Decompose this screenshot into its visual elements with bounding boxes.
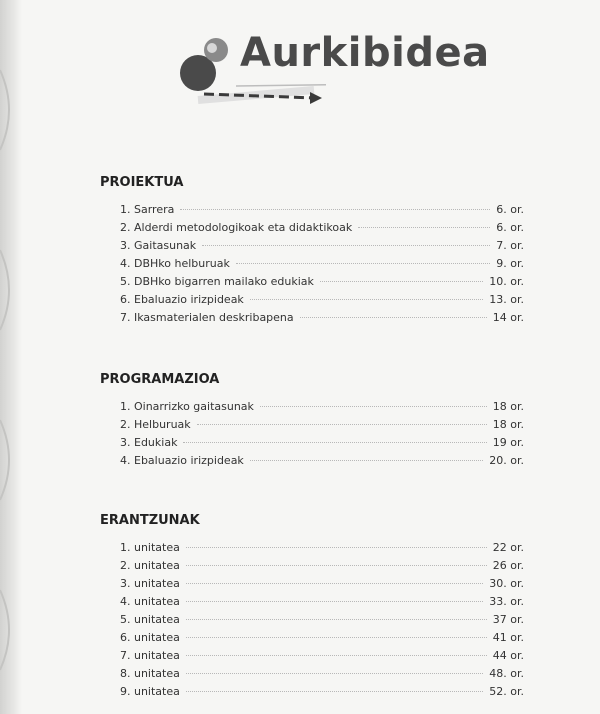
dot-leader	[250, 299, 483, 300]
toc-entry[interactable]	[120, 221, 524, 239]
toc-entry-label: 3. unitatea	[120, 577, 180, 590]
dot-leader	[358, 227, 490, 228]
toc-entry[interactable]	[120, 257, 524, 275]
binding-rings-icon	[0, 0, 24, 714]
toc-entry[interactable]	[120, 293, 524, 311]
toc-entry-page: 19 or.	[492, 436, 524, 449]
toc-entry-label: 4. unitatea	[120, 595, 180, 608]
toc-entry[interactable]	[120, 203, 524, 221]
toc-entry-page: 6. or.	[496, 221, 524, 234]
dot-leader	[186, 547, 487, 548]
toc-entry-page: 20. or.	[489, 454, 524, 467]
dot-leader	[300, 317, 487, 318]
toc-entry[interactable]	[120, 667, 524, 685]
toc-entry-label: 4. Ebaluazio irizpideak	[120, 454, 244, 467]
toc-entry[interactable]	[120, 595, 524, 613]
dot-leader	[186, 673, 483, 674]
toc-entry-page: 10. or.	[489, 275, 524, 288]
dot-leader	[186, 619, 487, 620]
toc-entry[interactable]	[120, 613, 524, 631]
toc-entry-label: 7. unitatea	[120, 649, 180, 662]
toc-entry-page: 48. or.	[489, 667, 524, 680]
toc-entry[interactable]	[120, 559, 524, 577]
section-heading: PROIEKTUA	[100, 175, 184, 190]
dot-leader	[183, 442, 486, 443]
toc-entry-page: 30. or.	[489, 577, 524, 590]
toc-entry[interactable]	[120, 577, 524, 595]
dot-leader	[236, 263, 490, 264]
dot-leader	[186, 691, 483, 692]
toc-entry-page: 18 or.	[492, 418, 524, 431]
toc-entry-label: 6. Ebaluazio irizpideak	[120, 293, 244, 306]
dot-leader	[250, 460, 483, 461]
toc-entry-label: 5. DBHko bigarren mailako edukiak	[120, 275, 314, 288]
toc-entry-page: 41 or.	[492, 631, 524, 644]
toc-entry-page: 52. or.	[489, 685, 524, 698]
dot-leader	[320, 281, 483, 282]
toc-entry-label: 2. Helburuak	[120, 418, 191, 431]
toc-entry-label: 1. Oinarrizko gaitasunak	[120, 400, 254, 413]
toc-entry-label: 3. Edukiak	[120, 436, 178, 449]
toc-entry-label: 7. Ikasmaterialen deskribapena	[120, 311, 294, 324]
toc-entry-label: 1. unitatea	[120, 541, 180, 554]
section-heading: PROGRAMAZIOA	[100, 372, 220, 387]
dot-leader	[202, 245, 490, 246]
dot-leader	[197, 424, 487, 425]
toc-entry-label: 8. unitatea	[120, 667, 180, 680]
toc-entry[interactable]	[120, 400, 524, 418]
section-heading: ERANTZUNAK	[100, 513, 200, 528]
toc-entry-label: 9. unitatea	[120, 685, 180, 698]
dot-leader	[186, 583, 483, 584]
page-title: Aurkibidea	[240, 30, 490, 76]
toc-entry-page: 44 or.	[492, 649, 524, 662]
toc-entry[interactable]	[120, 454, 524, 472]
toc-entry-label: 2. unitatea	[120, 559, 180, 572]
dot-leader	[186, 655, 487, 656]
toc-entry[interactable]	[120, 685, 524, 703]
dot-leader	[260, 406, 487, 407]
toc-entry[interactable]	[120, 418, 524, 436]
toc-entry[interactable]	[120, 311, 524, 329]
toc-entry-page: 6. or.	[496, 203, 524, 216]
dot-leader	[186, 565, 487, 566]
toc-entry-page: 18 or.	[492, 400, 524, 413]
toc-entry-label: 5. unitatea	[120, 613, 180, 626]
toc-entry[interactable]	[120, 239, 524, 257]
toc-entry-label: 1. Sarrera	[120, 203, 175, 216]
toc-entry-label: 2. Alderdi metodologikoak eta didaktikoak	[120, 221, 353, 234]
dot-leader	[186, 601, 483, 602]
toc-entry-page: 37 or.	[492, 613, 524, 626]
toc-entry[interactable]	[120, 631, 524, 649]
toc-entry-page: 14 or.	[492, 311, 524, 324]
toc-entry-page: 13. or.	[489, 293, 524, 306]
toc-entry-label: 3. Gaitasunak	[120, 239, 197, 252]
dot-leader	[186, 637, 487, 638]
toc-entry-page: 22 or.	[492, 541, 524, 554]
toc-entry[interactable]	[120, 275, 524, 293]
toc-entry-label: 4. DBHko helburuak	[120, 257, 230, 270]
dot-leader	[180, 209, 490, 210]
toc-entry-page: 33. or.	[489, 595, 524, 608]
toc-entry-page: 7. or.	[496, 239, 524, 252]
toc-entry-label: 6. unitatea	[120, 631, 180, 644]
toc-entry[interactable]	[120, 541, 524, 559]
toc-entry-page: 26 or.	[492, 559, 524, 572]
toc-entry[interactable]	[120, 436, 524, 454]
toc-entry-page: 9. or.	[496, 257, 524, 270]
toc-entry[interactable]	[120, 649, 524, 667]
